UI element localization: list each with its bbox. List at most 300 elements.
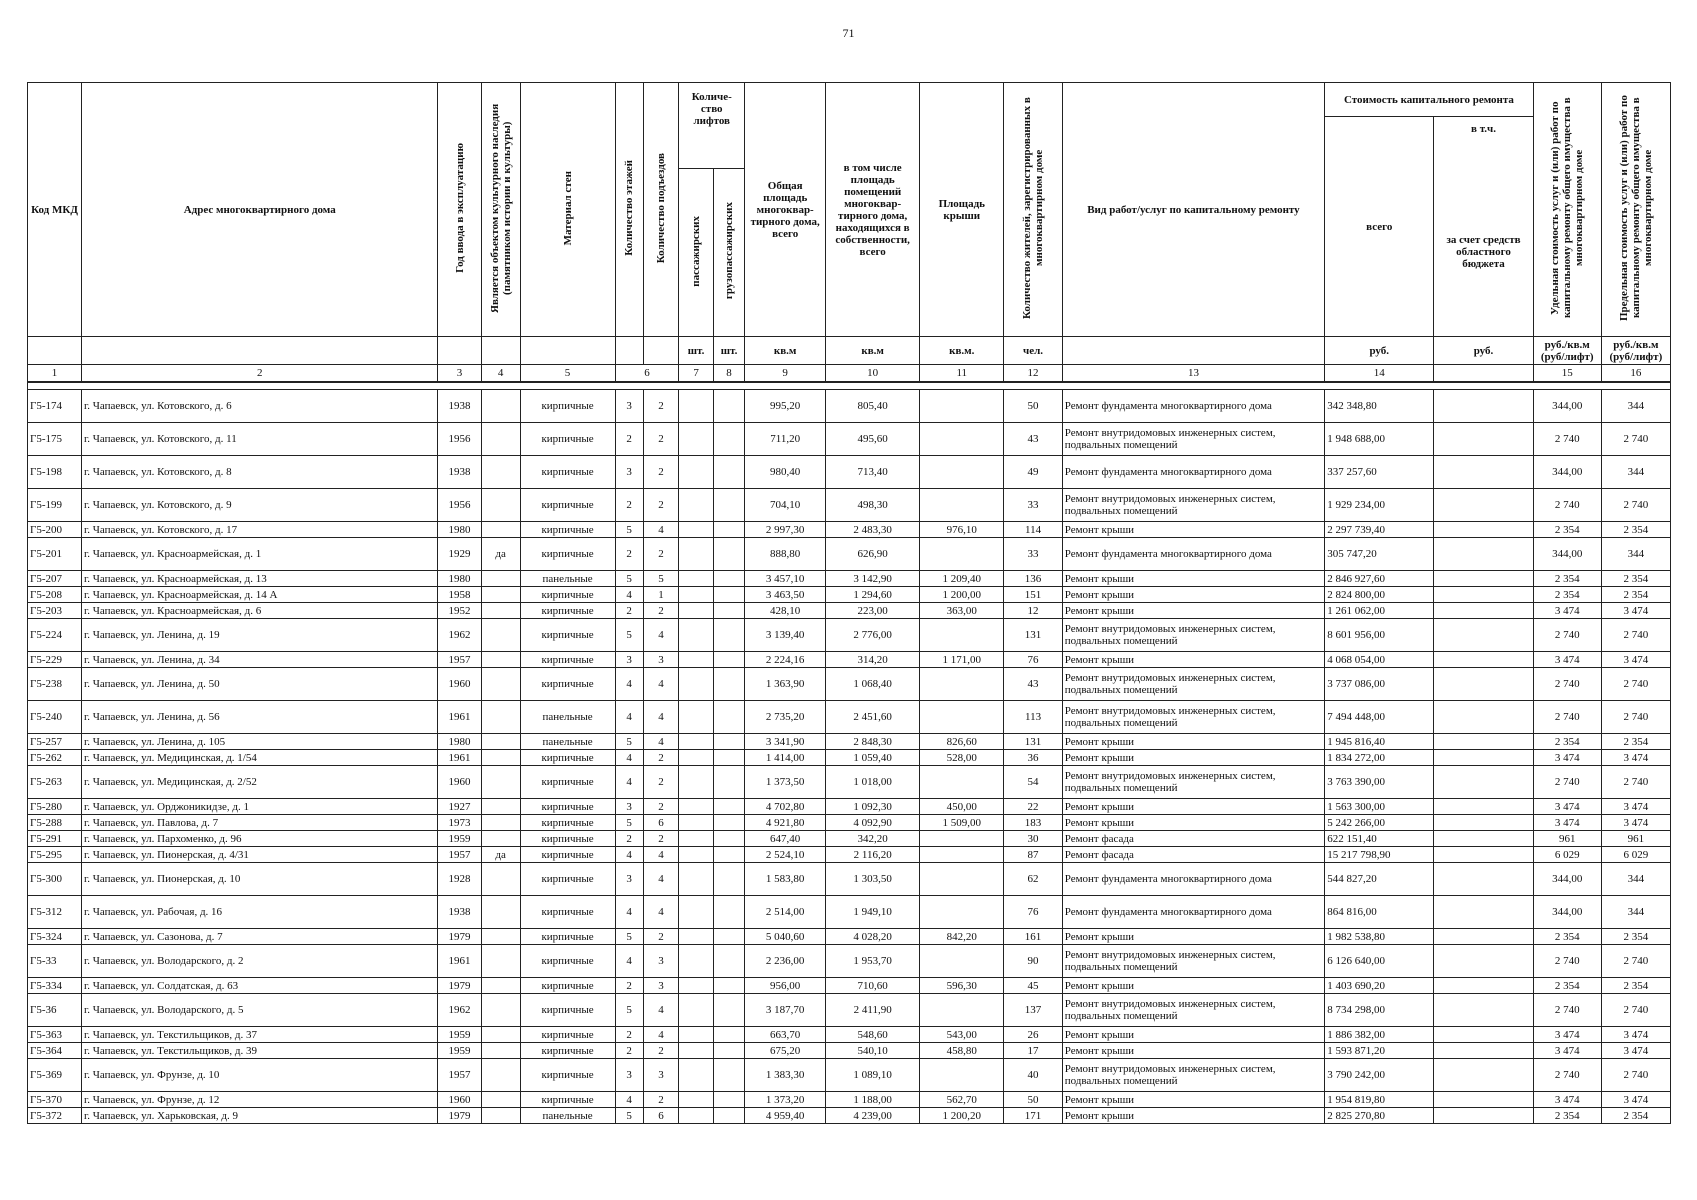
cell-unit-cost: 3 474 (1533, 1027, 1601, 1043)
cell-lifts-passenger (679, 766, 714, 799)
cell-code: Г5-33 (28, 945, 82, 978)
cell-max-cost: 2 354 (1601, 929, 1670, 945)
cell-address: г. Чапаевск, ул. Рабочая, д. 16 (82, 896, 438, 929)
cell-unit-cost: 3 474 (1533, 750, 1601, 766)
cell-address: г. Чапаевск, ул. Фрунзе, д. 10 (82, 1059, 438, 1092)
cell-walls: панельные (520, 734, 615, 750)
cell-work-type: Ремонт крыши (1062, 734, 1324, 750)
cell-lifts-passenger (679, 1092, 714, 1108)
cell-cost-total: 4 068 054,00 (1325, 652, 1434, 668)
cell-cost-regional (1434, 587, 1533, 603)
cell-entrances: 6 (643, 1108, 679, 1124)
cell-roof-area: 1 171,00 (920, 652, 1004, 668)
cell-owned-area: 342,20 (826, 831, 920, 847)
cell-year: 1938 (438, 896, 481, 929)
cell-roof-area (920, 423, 1004, 456)
cell-heritage (481, 1059, 520, 1092)
cell-code: Г5-224 (28, 619, 82, 652)
cell-unit-cost: 2 740 (1533, 701, 1601, 734)
cell-year: 1956 (438, 489, 481, 522)
header-work-type: Вид работ/услуг по капитальному ремонту (1062, 83, 1324, 337)
cell-unit-cost: 3 474 (1533, 815, 1601, 831)
cell-lifts-cargo (713, 489, 744, 522)
col-number: 11 (920, 365, 1004, 383)
cell-floors: 3 (615, 863, 643, 896)
cell-cost-total: 5 242 266,00 (1325, 815, 1434, 831)
cell-work-type: Ремонт крыши (1062, 603, 1324, 619)
cell-roof-area: 543,00 (920, 1027, 1004, 1043)
cell-year: 1957 (438, 847, 481, 863)
cell-residents: 183 (1004, 815, 1062, 831)
cell-walls: кирпичные (520, 603, 615, 619)
cell-total-area: 2 524,10 (745, 847, 826, 863)
table-row (28, 489, 1671, 522)
cell-code: Г5-363 (28, 1027, 82, 1043)
cell-residents: 50 (1004, 390, 1062, 423)
cell-heritage (481, 1027, 520, 1043)
cell-code: Г5-200 (28, 522, 82, 538)
cell-residents: 113 (1004, 701, 1062, 734)
cell-lifts-passenger (679, 847, 714, 863)
header-year: Год ввода в эксплуатацию (453, 143, 466, 273)
cell-walls: кирпичные (520, 652, 615, 668)
cell-heritage (481, 603, 520, 619)
cell-address: г. Чапаевск, ул. Ленина, д. 34 (82, 652, 438, 668)
cell-entrances: 4 (643, 863, 679, 896)
table-body (28, 382, 1671, 1124)
cell-cost-regional (1434, 522, 1533, 538)
cell-address: г. Чапаевск, ул. Ленина, д. 50 (82, 668, 438, 701)
cell-owned-area: 1 068,40 (826, 668, 920, 701)
cell-lifts-cargo (713, 423, 744, 456)
header-code: Код МКД (28, 83, 82, 337)
cell-heritage (481, 978, 520, 994)
cell-walls: кирпичные (520, 1027, 615, 1043)
table-row (28, 799, 1671, 815)
cell-heritage (481, 456, 520, 489)
cell-roof-area (920, 668, 1004, 701)
cell-cost-regional (1434, 1043, 1533, 1059)
cell-cost-regional (1434, 1108, 1533, 1124)
cell-heritage (481, 929, 520, 945)
cell-walls: кирпичные (520, 863, 615, 896)
cell-roof-area (920, 701, 1004, 734)
cell-unit-cost: 344,00 (1533, 896, 1601, 929)
cell-total-area: 2 997,30 (745, 522, 826, 538)
cell-total-area: 3 139,40 (745, 619, 826, 652)
cell-code: Г5-208 (28, 587, 82, 603)
cell-walls: кирпичные (520, 619, 615, 652)
cell-year: 1961 (438, 750, 481, 766)
cell-heritage (481, 571, 520, 587)
cell-lifts-passenger (679, 587, 714, 603)
cell-unit-cost: 2 740 (1533, 945, 1601, 978)
cell-unit-cost: 2 740 (1533, 1059, 1601, 1092)
page-number: 71 (842, 26, 855, 40)
cell-max-cost: 6 029 (1601, 847, 1670, 863)
cell-roof-area (920, 831, 1004, 847)
cell-year: 1980 (438, 734, 481, 750)
cell-address: г. Чапаевск, ул. Текстильщиков, д. 39 (82, 1043, 438, 1059)
cell-address: г. Чапаевск, ул. Красноармейская, д. 13 (82, 571, 438, 587)
header-entrances: Количество подъездов (654, 152, 667, 264)
header-lifts-passenger: пассажирских (690, 215, 703, 287)
cell-address: г. Чапаевск, ул. Сазонова, д. 7 (82, 929, 438, 945)
cell-entrances: 2 (643, 538, 679, 571)
cell-lifts-cargo (713, 896, 744, 929)
cell-work-type: Ремонт крыши (1062, 929, 1324, 945)
cell-roof-area: 1 509,00 (920, 815, 1004, 831)
cell-heritage (481, 652, 520, 668)
cell-lifts-passenger (679, 538, 714, 571)
cell-lifts-passenger (679, 863, 714, 896)
table-row (28, 423, 1671, 456)
cell-lifts-passenger (679, 734, 714, 750)
cell-roof-area: 826,60 (920, 734, 1004, 750)
cell-max-cost: 2 354 (1601, 522, 1670, 538)
unit-unit-cost: руб./кв.м (руб/лифт) (1533, 337, 1601, 365)
cell-roof-area: 458,80 (920, 1043, 1004, 1059)
cell-cost-total: 1 945 816,40 (1325, 734, 1434, 750)
table-row (28, 571, 1671, 587)
cell-cost-total: 15 217 798,90 (1325, 847, 1434, 863)
cell-address: г. Чапаевск, ул. Харьковская, д. 9 (82, 1108, 438, 1124)
table-row (28, 863, 1671, 896)
cell-code: Г5-295 (28, 847, 82, 863)
cell-cost-regional (1434, 978, 1533, 994)
cell-floors: 2 (615, 831, 643, 847)
cell-max-cost: 344 (1601, 538, 1670, 571)
cell-cost-regional (1434, 734, 1533, 750)
cell-heritage (481, 863, 520, 896)
header-cost-total: всего (1325, 117, 1434, 337)
cell-roof-area (920, 766, 1004, 799)
cell-lifts-passenger (679, 994, 714, 1027)
cell-lifts-cargo (713, 1043, 744, 1059)
cell-residents: 33 (1004, 489, 1062, 522)
cell-floors: 2 (615, 978, 643, 994)
header-max-cost: Предельная стоимость услуг и (или) работ по капитальному ремонту общего имущества в многоквартирном доме (1617, 95, 1654, 321)
cell-work-type: Ремонт крыши (1062, 652, 1324, 668)
cell-code: Г5-312 (28, 896, 82, 929)
cell-lifts-passenger (679, 619, 714, 652)
table-row (28, 1059, 1671, 1092)
cell-cost-regional (1434, 945, 1533, 978)
cell-total-area: 4 921,80 (745, 815, 826, 831)
cell-floors: 4 (615, 896, 643, 929)
cell-lifts-passenger (679, 945, 714, 978)
cell-total-area: 980,40 (745, 456, 826, 489)
cell-entrances: 2 (643, 831, 679, 847)
table-row (28, 538, 1671, 571)
cell-cost-regional (1434, 423, 1533, 456)
cell-year: 1962 (438, 619, 481, 652)
cell-owned-area: 1 294,60 (826, 587, 920, 603)
col-number: 13 (1062, 365, 1324, 383)
col-number: 15 (1533, 365, 1601, 383)
cell-cost-regional (1434, 831, 1533, 847)
cell-max-cost: 2 740 (1601, 701, 1670, 734)
cell-floors: 2 (615, 1043, 643, 1059)
col-number: 12 (1004, 365, 1062, 383)
cell-unit-cost: 2 354 (1533, 734, 1601, 750)
cell-year: 1980 (438, 571, 481, 587)
cell-lifts-passenger (679, 799, 714, 815)
cell-lifts-passenger (679, 978, 714, 994)
cell-cost-regional (1434, 603, 1533, 619)
cell-year: 1960 (438, 668, 481, 701)
cell-cost-total: 3 790 242,00 (1325, 1059, 1434, 1092)
cell-cost-regional (1434, 766, 1533, 799)
cell-owned-area: 805,40 (826, 390, 920, 423)
cell-cost-regional (1434, 668, 1533, 701)
cell-lifts-passenger (679, 522, 714, 538)
cell-residents: 43 (1004, 423, 1062, 456)
cell-walls: кирпичные (520, 896, 615, 929)
cell-year: 1958 (438, 587, 481, 603)
table-row (28, 847, 1671, 863)
header-cost: Стоимость капитального ремонта (1325, 83, 1533, 117)
cell-year: 1979 (438, 1108, 481, 1124)
cell-code: Г5-334 (28, 978, 82, 994)
cell-residents: 161 (1004, 929, 1062, 945)
cell-year: 1952 (438, 603, 481, 619)
unit-cost-total: руб. (1325, 337, 1434, 365)
cell-unit-cost: 344,00 (1533, 538, 1601, 571)
cell-entrances: 3 (643, 652, 679, 668)
cell-entrances: 4 (643, 522, 679, 538)
cell-work-type: Ремонт внутридомовых инженерных систем, подвальных помещений (1062, 489, 1324, 522)
cell-total-area: 3 187,70 (745, 994, 826, 1027)
cell-cost-regional (1434, 489, 1533, 522)
cell-max-cost: 961 (1601, 831, 1670, 847)
table-row (28, 668, 1671, 701)
cell-floors: 2 (615, 423, 643, 456)
cell-max-cost: 344 (1601, 456, 1670, 489)
cell-residents: 33 (1004, 538, 1062, 571)
cell-residents: 26 (1004, 1027, 1062, 1043)
cell-entrances: 4 (643, 896, 679, 929)
header-cost-incl: в т.ч. (1434, 117, 1533, 169)
cell-entrances: 2 (643, 799, 679, 815)
cell-code: Г5-199 (28, 489, 82, 522)
cell-entrances: 2 (643, 603, 679, 619)
cell-entrances: 2 (643, 1092, 679, 1108)
cell-owned-area: 495,60 (826, 423, 920, 456)
cell-code: Г5-238 (28, 668, 82, 701)
cell-lifts-passenger (679, 831, 714, 847)
cell-max-cost: 344 (1601, 863, 1670, 896)
cell-roof-area (920, 896, 1004, 929)
cell-floors: 5 (615, 571, 643, 587)
cell-cost-total: 1 261 062,00 (1325, 603, 1434, 619)
cell-unit-cost: 2 740 (1533, 668, 1601, 701)
cell-max-cost: 3 474 (1601, 1092, 1670, 1108)
cell-walls: кирпичные (520, 1043, 615, 1059)
cell-max-cost: 344 (1601, 896, 1670, 929)
cell-total-area: 2 514,00 (745, 896, 826, 929)
cell-unit-cost: 961 (1533, 831, 1601, 847)
cell-entrances: 2 (643, 766, 679, 799)
cell-cost-total: 342 348,80 (1325, 390, 1434, 423)
cell-code: Г5-300 (28, 863, 82, 896)
cell-cost-regional (1434, 1059, 1533, 1092)
table-row (28, 1043, 1671, 1059)
cell-unit-cost: 2 740 (1533, 619, 1601, 652)
cell-max-cost: 2 740 (1601, 423, 1670, 456)
cell-work-type: Ремонт крыши (1062, 587, 1324, 603)
cell-cost-total: 864 816,00 (1325, 896, 1434, 929)
cell-heritage (481, 668, 520, 701)
cell-code: Г5-203 (28, 603, 82, 619)
cell-roof-area (920, 489, 1004, 522)
cell-unit-cost: 3 474 (1533, 1092, 1601, 1108)
cell-heritage (481, 815, 520, 831)
cell-work-type: Ремонт внутридомовых инженерных систем, подвальных помещений (1062, 766, 1324, 799)
cell-unit-cost: 2 740 (1533, 423, 1601, 456)
cell-entrances: 2 (643, 750, 679, 766)
table-row (28, 1027, 1671, 1043)
cell-unit-cost: 2 354 (1533, 522, 1601, 538)
cell-unit-cost: 344,00 (1533, 863, 1601, 896)
cell-residents: 40 (1004, 1059, 1062, 1092)
cell-cost-total: 1 954 819,80 (1325, 1092, 1434, 1108)
cell-floors: 4 (615, 1092, 643, 1108)
cell-lifts-cargo (713, 799, 744, 815)
cell-owned-area: 498,30 (826, 489, 920, 522)
cell-unit-cost: 3 474 (1533, 799, 1601, 815)
cell-unit-cost: 3 474 (1533, 652, 1601, 668)
cell-walls: кирпичные (520, 831, 615, 847)
cell-work-type: Ремонт фасада (1062, 847, 1324, 863)
cell-lifts-cargo (713, 1027, 744, 1043)
cell-total-area: 4 702,80 (745, 799, 826, 815)
cell-heritage: да (481, 847, 520, 863)
cell-year: 1961 (438, 701, 481, 734)
cell-residents: 131 (1004, 734, 1062, 750)
col-number (1434, 365, 1533, 383)
cell-work-type: Ремонт внутридомовых инженерных систем, подвальных помещений (1062, 668, 1324, 701)
cell-entrances: 4 (643, 701, 679, 734)
cell-lifts-passenger (679, 652, 714, 668)
cell-code: Г5-257 (28, 734, 82, 750)
cell-max-cost: 2 740 (1601, 619, 1670, 652)
cell-unit-cost: 2 354 (1533, 978, 1601, 994)
cell-heritage (481, 945, 520, 978)
cell-heritage (481, 587, 520, 603)
cell-entrances: 2 (643, 390, 679, 423)
cell-work-type: Ремонт фундамента многоквартирного дома (1062, 896, 1324, 929)
col-number: 5 (520, 365, 615, 383)
col-number: 2 (82, 365, 438, 383)
cell-work-type: Ремонт фундамента многоквартирного дома (1062, 390, 1324, 423)
header-residents: Количество жителей, зарегистрированных в многоквартирном доме (1021, 97, 1046, 319)
cell-floors: 5 (615, 994, 643, 1027)
cell-code: Г5-174 (28, 390, 82, 423)
cell-work-type: Ремонт крыши (1062, 1043, 1324, 1059)
cell-floors: 3 (615, 390, 643, 423)
cell-lifts-cargo (713, 945, 744, 978)
cell-walls: кирпичные (520, 815, 615, 831)
cell-walls: кирпичные (520, 945, 615, 978)
cell-address: г. Чапаевск, ул. Красноармейская, д. 6 (82, 603, 438, 619)
cell-roof-area: 450,00 (920, 799, 1004, 815)
cell-total-area: 1 373,20 (745, 1092, 826, 1108)
cell-roof-area: 976,10 (920, 522, 1004, 538)
cell-residents: 54 (1004, 766, 1062, 799)
cell-address: г. Чапаевск, ул. Текстильщиков, д. 37 (82, 1027, 438, 1043)
cell-work-type: Ремонт крыши (1062, 799, 1324, 815)
cell-heritage: да (481, 538, 520, 571)
cell-cost-regional (1434, 701, 1533, 734)
cell-heritage (481, 522, 520, 538)
table-row (28, 766, 1671, 799)
cell-heritage (481, 390, 520, 423)
cell-owned-area: 1 303,50 (826, 863, 920, 896)
col-number: 3 (438, 365, 481, 383)
cell-max-cost: 2 354 (1601, 1108, 1670, 1124)
cell-floors: 5 (615, 619, 643, 652)
cell-unit-cost: 2 354 (1533, 587, 1601, 603)
cell-cost-regional (1434, 1027, 1533, 1043)
cell-residents: 90 (1004, 945, 1062, 978)
cell-residents: 87 (1004, 847, 1062, 863)
cell-lifts-passenger (679, 1059, 714, 1092)
cell-cost-regional (1434, 994, 1533, 1027)
cell-cost-total: 1 948 688,00 (1325, 423, 1434, 456)
cell-address: г. Чапаевск, ул. Орджоникидзе, д. 1 (82, 799, 438, 815)
cell-year: 1962 (438, 994, 481, 1027)
cell-total-area: 711,20 (745, 423, 826, 456)
cell-heritage (481, 896, 520, 929)
header-owned-area: в том числе площадь помещений многоквар- тирного дома, находящихся в собственности, всего (826, 83, 920, 337)
cell-cost-total: 2 297 739,40 (1325, 522, 1434, 538)
cell-heritage (481, 619, 520, 652)
cell-cost-regional (1434, 896, 1533, 929)
cell-roof-area (920, 619, 1004, 652)
cell-floors: 5 (615, 734, 643, 750)
cell-address: г. Чапаевск, ул. Медицинская, д. 2/52 (82, 766, 438, 799)
header-floors: Количество этажей (623, 160, 636, 256)
cell-cost-total: 305 747,20 (1325, 538, 1434, 571)
table-row (28, 456, 1671, 489)
cell-owned-area: 4 028,20 (826, 929, 920, 945)
cell-residents: 12 (1004, 603, 1062, 619)
cell-lifts-passenger (679, 423, 714, 456)
cell-year: 1928 (438, 863, 481, 896)
cell-cost-total: 2 825 270,80 (1325, 1108, 1434, 1124)
cell-address: г. Чапаевск, ул. Котовского, д. 17 (82, 522, 438, 538)
cell-work-type: Ремонт фундамента многоквартирного дома (1062, 456, 1324, 489)
cell-work-type: Ремонт крыши (1062, 1108, 1324, 1124)
cell-year: 1956 (438, 423, 481, 456)
cell-unit-cost: 344,00 (1533, 390, 1601, 423)
cell-walls: кирпичные (520, 1059, 615, 1092)
unit-cost-regional: руб. (1434, 337, 1533, 365)
cell-owned-area: 3 142,90 (826, 571, 920, 587)
cell-work-type: Ремонт крыши (1062, 1092, 1324, 1108)
cell-owned-area: 2 848,30 (826, 734, 920, 750)
cell-unit-cost: 6 029 (1533, 847, 1601, 863)
cell-floors: 3 (615, 456, 643, 489)
cell-residents: 50 (1004, 1092, 1062, 1108)
cell-walls: панельные (520, 701, 615, 734)
cell-lifts-passenger (679, 815, 714, 831)
cell-walls: кирпичные (520, 1092, 615, 1108)
cell-entrances: 3 (643, 1059, 679, 1092)
cell-code: Г5-175 (28, 423, 82, 456)
cell-residents: 17 (1004, 1043, 1062, 1059)
